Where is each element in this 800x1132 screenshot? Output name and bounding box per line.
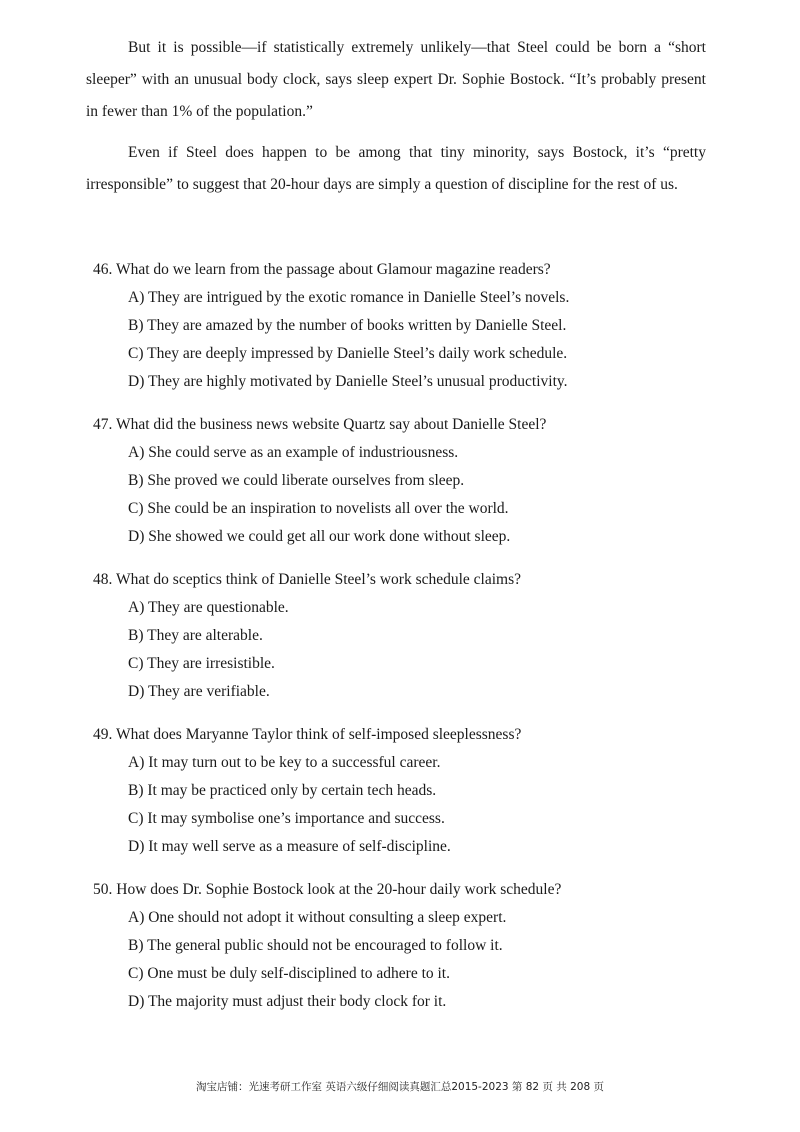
- option-d: D) She showed we could get all our work done without sleep.: [128, 528, 511, 545]
- question-stem: 47. What did the business news website Quartz say about Danielle Steel?: [93, 416, 547, 433]
- question-46: [93, 256, 713, 396]
- option-c: C) One must be duly self-disciplined to adhere to it.: [128, 965, 450, 982]
- option-a: A) They are intrigued by the exotic romance in Danielle Steel’s novels.: [128, 289, 570, 306]
- passage-paragraph-2: [86, 137, 706, 201]
- option-a: A) One should not adopt it without consulting a sleep expert.: [128, 909, 507, 926]
- option-d: D) It may well serve as a measure of self-discipline.: [128, 838, 451, 855]
- option-b: B) She proved we could liberate ourselves from sleep.: [128, 472, 465, 489]
- question-49: [93, 721, 713, 861]
- option-c: C) They are irresistible.: [128, 655, 275, 672]
- question-stem: 48. What do sceptics think of Danielle Steel’s work schedule claims?: [93, 571, 522, 588]
- page-footer: 淘宝店铺：光速考研工作室 英语六级仔细阅读真题汇总2015-2023 第 82 页 共 208 页: [196, 1081, 604, 1093]
- option-b: B) The general public should not be encouraged to follow it.: [128, 937, 503, 954]
- option-a: A) She could serve as an example of industriousness.: [128, 444, 459, 461]
- option-b: B) They are amazed by the number of books written by Danielle Steel.: [128, 317, 567, 334]
- option-b: B) It may be practiced only by certain tech heads.: [128, 782, 437, 799]
- option-a: A) It may turn out to be key to a successful career.: [128, 754, 441, 771]
- option-d: D) They are highly motivated by Danielle Steel’s unusual productivity.: [128, 373, 568, 390]
- option-b: B) They are alterable.: [128, 627, 263, 644]
- passage-paragraph-1: [86, 32, 706, 128]
- option-d: D) The majority must adjust their body clock for it.: [128, 993, 447, 1010]
- question-48: [93, 566, 713, 706]
- option-d: D) They are verifiable.: [128, 683, 270, 700]
- question-stem: 46. What do we learn from the passage about Glamour magazine readers?: [93, 261, 551, 278]
- option-a: A) They are questionable.: [128, 599, 289, 616]
- question-50: [93, 876, 713, 1016]
- paragraph-text: But it is possible—if statistically extremely unlikely—that Steel could be born a “short sleeper” with an unusual body clock, says sleep expert Dr. Sophie Bostock. “It’s probably present in fewer than 1% of the population.”: [86, 39, 706, 120]
- option-c: C) They are deeply impressed by Danielle Steel’s daily work schedule.: [128, 345, 568, 362]
- question-stem: 49. What does Maryanne Taylor think of self-imposed sleeplessness?: [93, 726, 522, 743]
- question-stem: 50. How does Dr. Sophie Bostock look at the 20-hour daily work schedule?: [93, 881, 562, 898]
- option-c: C) It may symbolise one’s importance and success.: [128, 810, 445, 827]
- option-c: C) She could be an inspiration to novelists all over the world.: [128, 500, 509, 517]
- paragraph-text: Even if Steel does happen to be among that tiny minority, says Bostock, it’s “pretty irresponsible” to suggest that 20-hour days are simply a question of discipline for the rest of us.: [86, 144, 706, 193]
- question-47: [93, 411, 713, 551]
